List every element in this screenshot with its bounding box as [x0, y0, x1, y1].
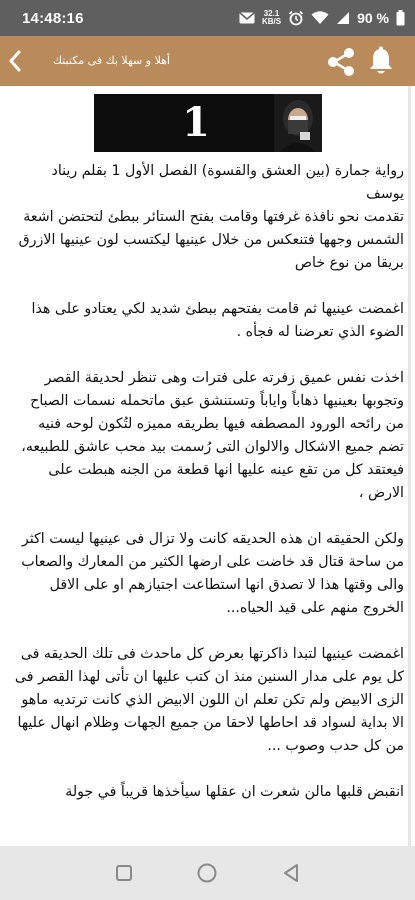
scrollbar-track[interactable] [408, 86, 411, 846]
status-time: 14:48:16 [22, 9, 84, 27]
bell-icon[interactable] [364, 44, 398, 78]
recents-square-icon[interactable] [111, 860, 137, 886]
status-bar [0, 0, 415, 36]
chapter-number: 1 [182, 99, 210, 146]
alarm-icon [288, 10, 304, 26]
home-circle-icon[interactable] [194, 860, 220, 886]
back-triangle-icon[interactable] [278, 860, 304, 886]
paragraph: اغمضت عينيها ثم قامت بفتحهم ببطئ شديد لكي يعتادو على هذا الضوء الذي تعرضنا له فجأه . [31, 301, 404, 340]
paragraph: تقدمت نحو نافذة غرفتها وقامت بفتح الستائر ببطئ لتحتضن اشعة الشمس وجهها فتنعكس من خلال عينيها ليكتسب لون عينيها الازرق بريقا من نوع خاص [18, 209, 404, 271]
paragraph: اخذت نفس عميق زفرته على فترات وهى تنظر لحديقة القصر وتجوبها بعينيها ذهاباً واياباً وتستنشق عبق ماتحمله نسمات الصباح من رائحه الورود المصطفه فيها بطريقه مميزه لتُكون لوحه فنيه تضم جميع الاشكال والالوان التى رُسمت بيد محب عاشق للطبيعه، فيعتقد كل من تقع عينه عليها انها قطعة من الجنه هبطت على الارض ، [21, 370, 404, 501]
paragraph: ولكن الحقيقه ان هذه الحديقه كانت ولا تزال فى عينيها ليست اكثر من ساحة قتال قد خاضت على ارضها الكثير من المعارك والصعاب والى وقتها هذا لا تصدق انها استطاعت اجتيازهم او على الاقل الخروج منهم على قيد الحياه... [21, 531, 404, 616]
wifi-icon [311, 11, 329, 25]
app-title: أهلا و سهلا بك فى مكتبتك [52, 54, 170, 67]
chapter-banner [94, 94, 322, 152]
reader-content[interactable] [0, 86, 415, 846]
chapter-text [10, 160, 404, 827]
chapter-title: رواية جمارة (بين العشق والقسوة) الفصل الأول 1 بقلم ريناد يوسف [51, 163, 404, 202]
battery-icon [396, 10, 405, 26]
status-icons [239, 10, 405, 26]
paragraph: انقبض قلبها مالن شعرت ان عقلها سيأخذها قريباً في جولة [65, 784, 404, 800]
system-nav-bar [0, 846, 415, 900]
back-chevron-icon[interactable] [4, 48, 26, 74]
share-icon[interactable] [322, 44, 360, 80]
network-speed-value: 32.1 [263, 9, 280, 18]
battery-percent: 90 % [357, 10, 389, 26]
paragraph: اغمضت عينيها لتبدا ذاكرتها بعرض كل ماحدث فى تلك الحديقه فى كل يوم على مدار السنين منذ ان كتب عليها ان تأتى لهذا القصر فى الزى الابيض ولم تكن تعلم ان اللون الابيض الذي كانت ترتديه ماهو الا بداية لسواد قد احاطها لاحقا من جميع الجهات وظلام انهال عليها من كل حدب وصوب ... [14, 646, 404, 754]
network-speed [262, 10, 281, 26]
network-speed-unit: KB/S [261, 17, 282, 26]
signal-icon [336, 11, 350, 25]
mail-icon [239, 12, 255, 24]
cover-photo [274, 94, 322, 152]
app-bar [0, 36, 415, 86]
